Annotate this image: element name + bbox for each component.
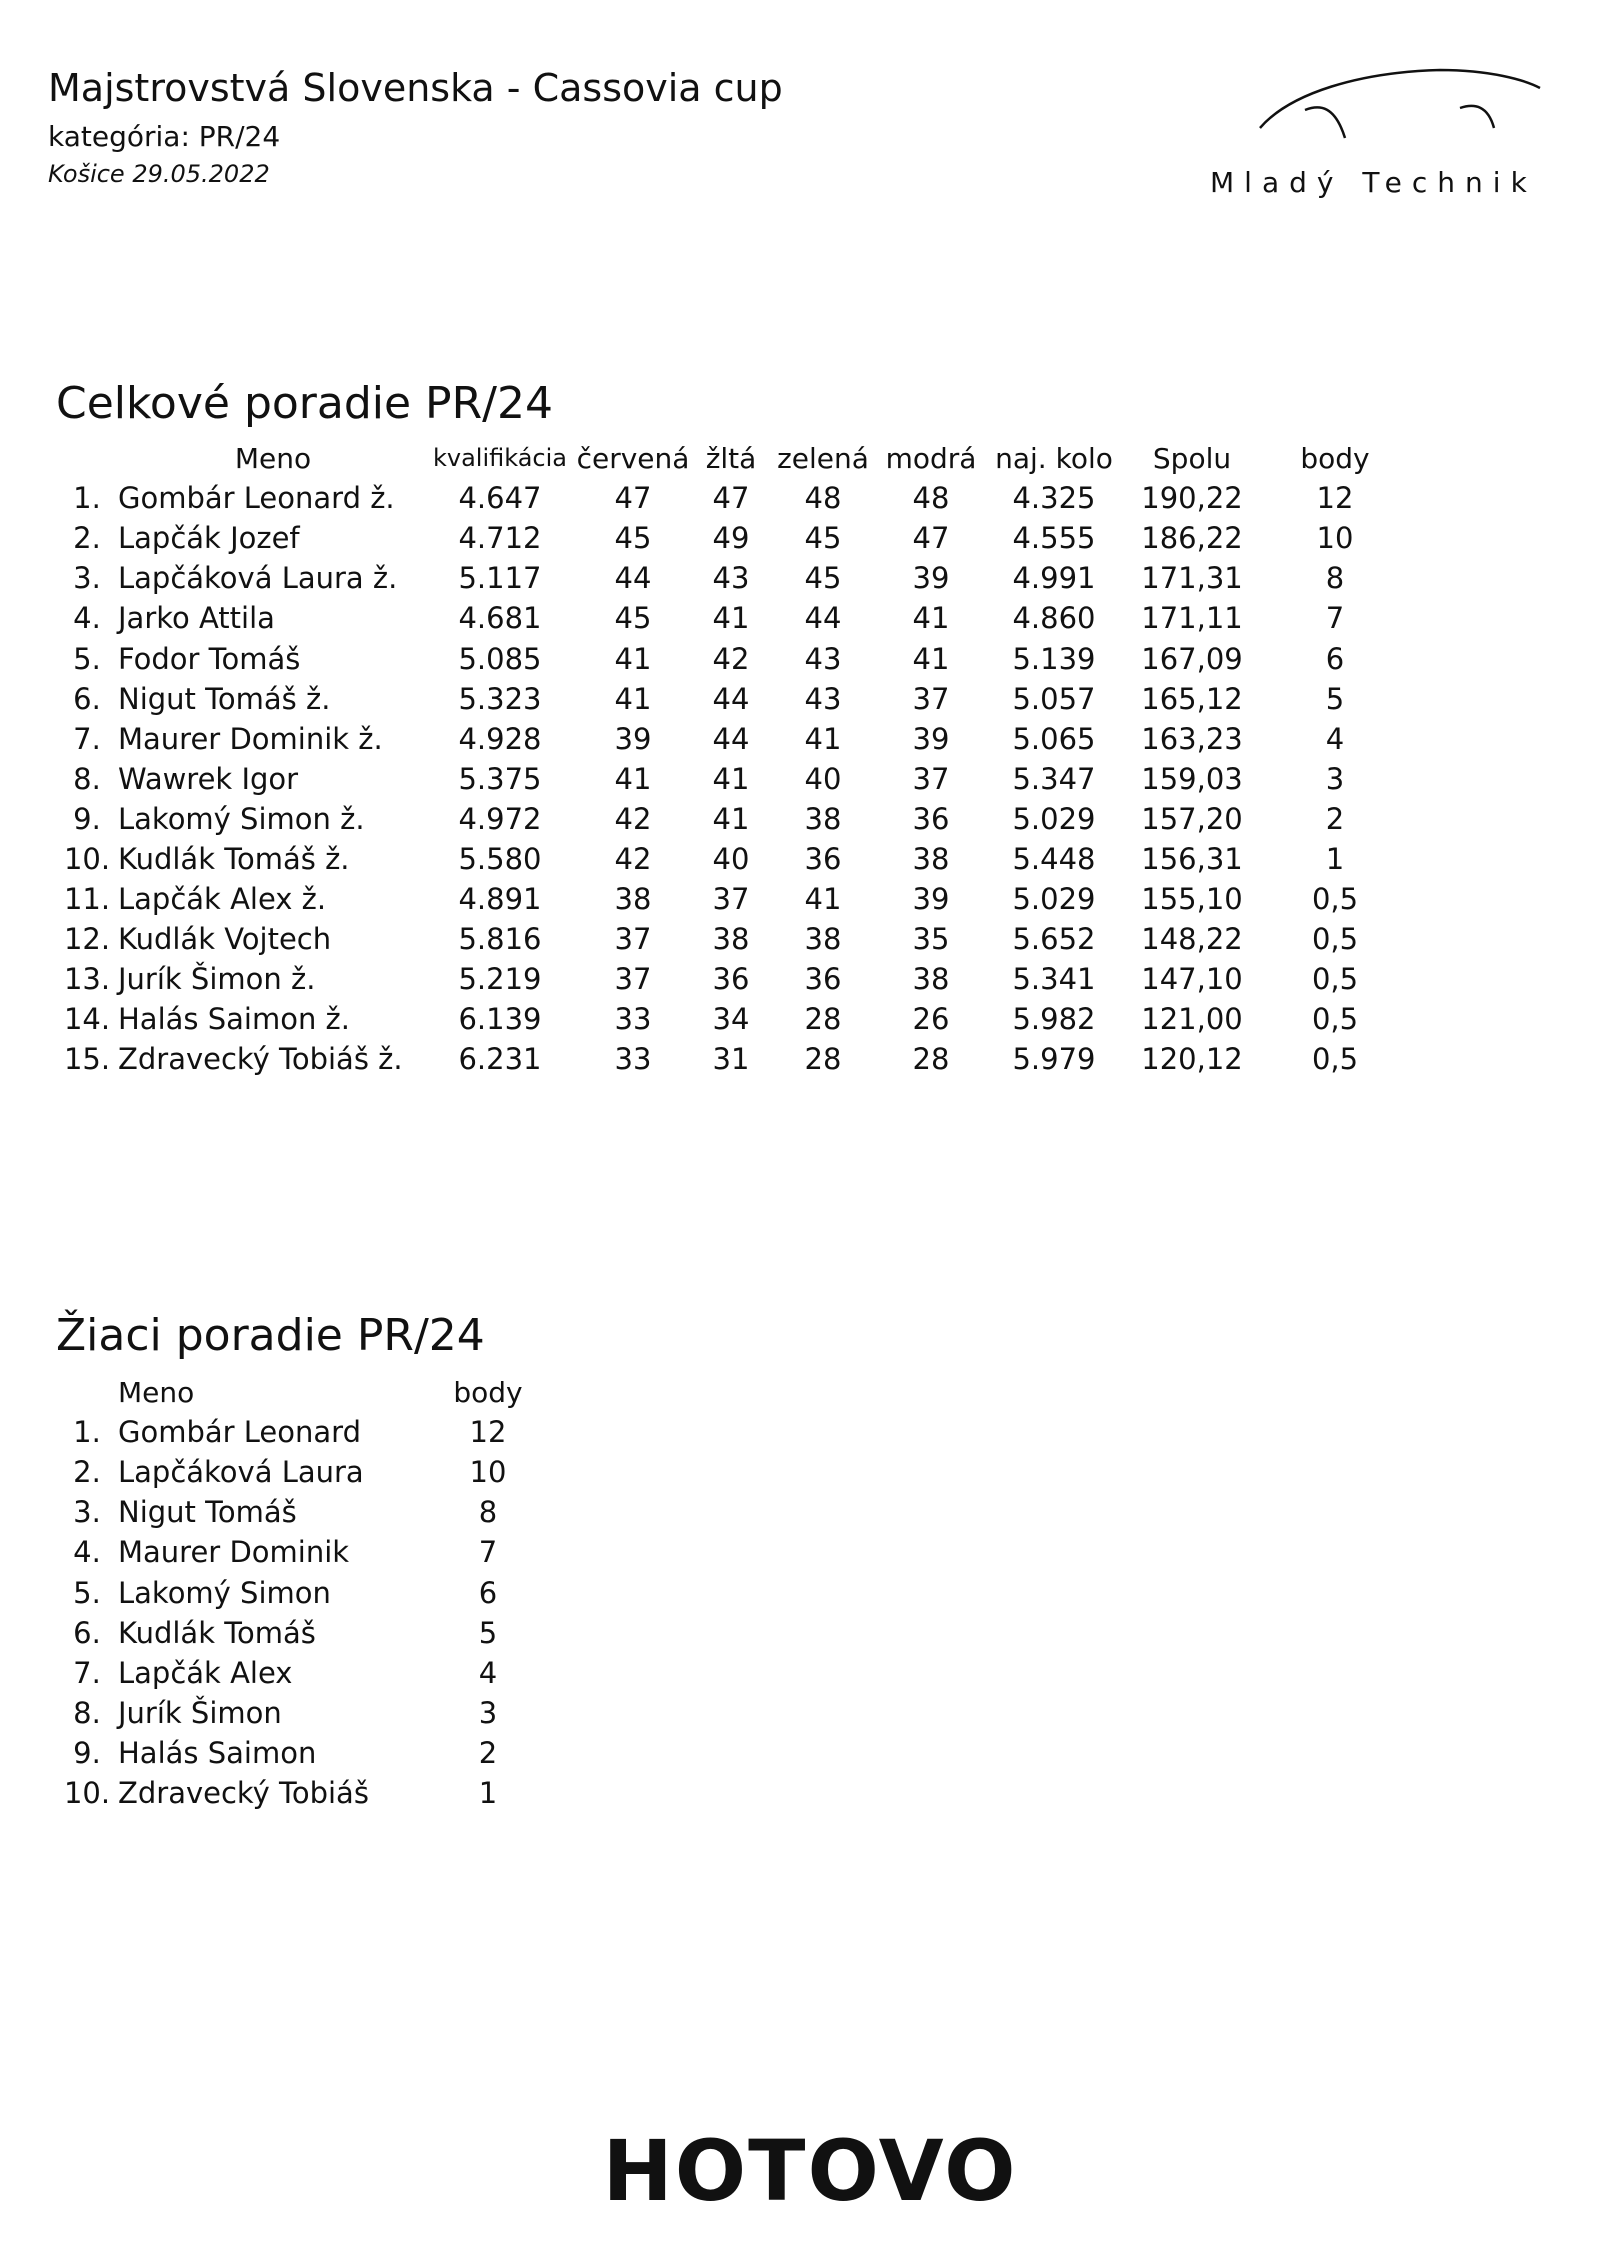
cell-red: 41: [614, 761, 652, 796]
cell-name: Lakomý Simon ž.: [118, 801, 365, 836]
cell-blue: 41: [912, 601, 950, 636]
cell-blue: 47: [912, 521, 950, 556]
cell-red: 45: [614, 521, 652, 556]
cell-red: 42: [614, 801, 652, 836]
table-row: [56, 638, 1410, 678]
cell-points: 0,5: [1311, 922, 1359, 957]
cell-total: 157,20: [1141, 801, 1243, 836]
mlady-technik-logo: [1190, 58, 1590, 208]
table-row: [56, 1773, 538, 1813]
cell-name: Kudlák Tomáš: [118, 1615, 316, 1650]
cell-best-lap: 5.448: [1012, 841, 1096, 876]
table-row: [56, 1492, 538, 1532]
cell-name: Fodor Tomáš: [118, 641, 301, 676]
cell-blue: 36: [912, 801, 950, 836]
col-rank-header: [56, 1372, 118, 1412]
cell-points: 3: [478, 1695, 498, 1730]
cell-total: 148,22: [1141, 922, 1243, 957]
cell-blue: 37: [912, 761, 950, 796]
cell-red: 44: [614, 561, 652, 596]
cell-best-lap: 4.325: [1012, 481, 1096, 516]
cell-green: 48: [804, 481, 842, 516]
cell-total: 156,31: [1141, 841, 1243, 876]
cell-rank: 2.: [73, 1455, 101, 1490]
col-total-header: Spolu: [1152, 441, 1232, 475]
col-name-header: Meno: [118, 1375, 195, 1409]
col-yellow-header: žltá: [705, 441, 757, 475]
hotovo-logo: [600, 2130, 1020, 2210]
cell-green: 36: [804, 962, 842, 997]
cell-green: 45: [804, 521, 842, 556]
table-row: [56, 518, 1410, 558]
table-row: [56, 1412, 538, 1452]
cell-rank: 2.: [73, 521, 101, 556]
hotovo-logo-text: HOTOVO: [602, 2130, 1018, 2210]
cell-red: 33: [614, 1002, 652, 1037]
col-qualification-header: kvalifikácia: [432, 444, 567, 473]
table-row: [56, 1452, 538, 1492]
cell-red: 41: [614, 641, 652, 676]
cell-yellow: 42: [712, 641, 750, 676]
cell-name: Lapčák Jozef: [118, 521, 300, 556]
cell-points: 4: [1325, 721, 1345, 756]
cell-points: 5: [478, 1615, 498, 1650]
cell-best-lap: 5.979: [1012, 1042, 1096, 1077]
car-outline-icon: [1250, 58, 1550, 158]
overall-section-title: Celkové poradie PR/24: [56, 378, 553, 429]
cell-points: 8: [478, 1495, 498, 1530]
cell-name: Nigut Tomáš: [118, 1495, 297, 1530]
cell-name: Gombár Leonard ž.: [118, 481, 395, 516]
cell-name: Zdravecký Tobiáš: [118, 1775, 369, 1810]
col-blue-header: modrá: [885, 441, 977, 475]
cell-red: 42: [614, 841, 652, 876]
cell-best-lap: 5.341: [1012, 962, 1096, 997]
cell-rank: 5.: [73, 1575, 101, 1610]
table-row: [56, 999, 1410, 1039]
table-row: [56, 1532, 538, 1572]
col-name-header: Meno: [234, 441, 312, 475]
cell-yellow: 41: [712, 801, 750, 836]
cell-rank: 3.: [73, 561, 101, 596]
pupils-section-title: Žiaci poradie PR/24: [56, 1310, 485, 1361]
cell-qualification: 6.231: [458, 1042, 542, 1077]
cell-rank: 11.: [63, 882, 111, 917]
cell-name: Halás Saimon: [118, 1735, 317, 1770]
cell-total: 186,22: [1141, 521, 1243, 556]
cell-red: 41: [614, 681, 652, 716]
cell-points: 10: [469, 1455, 507, 1490]
cell-points: 0,5: [1311, 1002, 1359, 1037]
col-rank-header: [56, 438, 118, 478]
cell-blue: 28: [912, 1042, 950, 1077]
table-row: [56, 719, 1410, 759]
cell-rank: 7.: [73, 721, 101, 756]
cell-name: Lapčáková Laura ž.: [118, 561, 398, 596]
cell-rank: 4.: [73, 601, 101, 636]
cell-points: 0,5: [1311, 962, 1359, 997]
cell-yellow: 40: [712, 841, 750, 876]
cell-blue: 48: [912, 481, 950, 516]
cell-rank: 6.: [73, 1615, 101, 1650]
cell-qualification: 5.219: [458, 962, 542, 997]
cell-yellow: 31: [712, 1042, 750, 1077]
cell-points: 6: [478, 1575, 498, 1610]
cell-name: Jurík Šimon ž.: [118, 962, 316, 997]
table-row: [56, 679, 1410, 719]
cell-red: 45: [614, 601, 652, 636]
cell-yellow: 43: [712, 561, 750, 596]
cell-green: 41: [804, 721, 842, 756]
cell-rank: 3.: [73, 1495, 101, 1530]
table-row: [56, 879, 1410, 919]
place-date: Košice 29.05.2022: [48, 160, 270, 188]
cell-rank: 5.: [73, 641, 101, 676]
cell-name: Gombár Leonard: [118, 1415, 361, 1450]
cell-points: 7: [1325, 601, 1345, 636]
cell-best-lap: 4.860: [1012, 601, 1096, 636]
table-row: [56, 598, 1410, 638]
cell-name: Lakomý Simon: [118, 1575, 331, 1610]
cell-red: 39: [614, 721, 652, 756]
cell-best-lap: 4.991: [1012, 561, 1096, 596]
cell-total: 163,23: [1141, 721, 1243, 756]
cell-red: 37: [614, 922, 652, 957]
cell-points: 0,5: [1311, 1042, 1359, 1077]
cell-qualification: 4.928: [458, 721, 542, 756]
cell-qualification: 5.117: [458, 561, 542, 596]
cell-points: 3: [1325, 761, 1345, 796]
cell-points: 0,5: [1311, 882, 1359, 917]
cell-total: 155,10: [1141, 882, 1243, 917]
cell-qualification: 4.647: [458, 481, 542, 516]
cell-points: 8: [1325, 561, 1345, 596]
table-row: [56, 1039, 1410, 1079]
cell-total: 171,31: [1141, 561, 1243, 596]
cell-blue: 38: [912, 962, 950, 997]
table-row: [56, 558, 1410, 598]
cell-name: Lapčák Alex ž.: [118, 882, 327, 917]
cell-green: 38: [804, 801, 842, 836]
cell-blue: 38: [912, 841, 950, 876]
cell-qualification: 5.085: [458, 641, 542, 676]
cell-best-lap: 5.029: [1012, 801, 1096, 836]
cell-qualification: 6.139: [458, 1002, 542, 1037]
cell-name: Nigut Tomáš ž.: [118, 681, 331, 716]
col-points-header: body: [1300, 441, 1370, 475]
cell-rank: 6.: [73, 681, 101, 716]
category-label: kategória: PR/24: [48, 120, 281, 153]
table-row: [56, 478, 1410, 518]
cell-rank: 13.: [63, 962, 111, 997]
cell-yellow: 41: [712, 601, 750, 636]
cell-rank: 9.: [73, 801, 101, 836]
cell-blue: 39: [912, 561, 950, 596]
cell-yellow: 34: [712, 1002, 750, 1037]
cell-best-lap: 5.982: [1012, 1002, 1096, 1037]
document-title: Majstrovstvá Slovenska - Cassovia cup: [48, 66, 783, 110]
cell-green: 28: [804, 1002, 842, 1037]
cell-green: 43: [804, 641, 842, 676]
logo-text: Mladý Technik: [1210, 166, 1537, 199]
cell-rank: 14.: [63, 1002, 111, 1037]
cell-green: 40: [804, 761, 842, 796]
table-header-row: [56, 438, 1410, 478]
cell-points: 2: [1325, 801, 1345, 836]
cell-rank: 9.: [73, 1735, 101, 1770]
cell-points: 1: [478, 1775, 498, 1810]
cell-points: 4: [478, 1655, 498, 1690]
cell-name: Wawrek Igor: [118, 761, 299, 796]
table-header-row: [56, 1372, 538, 1412]
cell-points: 12: [1316, 481, 1354, 516]
pupils-results-table: [56, 1372, 538, 1813]
cell-rank: 7.: [73, 1655, 101, 1690]
cell-name: Jarko Attila: [118, 601, 275, 636]
cell-blue: 41: [912, 641, 950, 676]
cell-qualification: 5.375: [458, 761, 542, 796]
cell-qualification: 4.972: [458, 801, 542, 836]
cell-blue: 39: [912, 882, 950, 917]
cell-points: 6: [1325, 641, 1345, 676]
cell-name: Zdravecký Tobiáš ž.: [118, 1042, 403, 1077]
cell-total: 190,22: [1141, 481, 1243, 516]
cell-points: 2: [478, 1735, 498, 1770]
cell-best-lap: 5.029: [1012, 882, 1096, 917]
cell-total: 159,03: [1141, 761, 1243, 796]
cell-best-lap: 5.057: [1012, 681, 1096, 716]
cell-green: 44: [804, 601, 842, 636]
cell-yellow: 47: [712, 481, 750, 516]
cell-name: Maurer Dominik: [118, 1535, 350, 1570]
cell-yellow: 36: [712, 962, 750, 997]
cell-total: 147,10: [1141, 962, 1243, 997]
cell-yellow: 44: [712, 681, 750, 716]
table-row: [56, 919, 1410, 959]
cell-yellow: 44: [712, 721, 750, 756]
cell-green: 45: [804, 561, 842, 596]
cell-qualification: 4.681: [458, 601, 542, 636]
cell-rank: 1.: [73, 481, 101, 516]
cell-name: Jurík Šimon: [118, 1695, 282, 1730]
col-points-header: body: [453, 1375, 523, 1409]
cell-rank: 1.: [73, 1415, 101, 1450]
table-row: [56, 839, 1410, 879]
cell-rank: 12.: [63, 922, 111, 957]
cell-name: Lapčáková Laura: [118, 1455, 364, 1490]
cell-red: 33: [614, 1042, 652, 1077]
cell-rank: 4.: [73, 1535, 101, 1570]
cell-yellow: 49: [712, 521, 750, 556]
cell-green: 36: [804, 841, 842, 876]
cell-points: 5: [1325, 681, 1345, 716]
cell-name: Kudlák Vojtech: [118, 922, 332, 957]
table-row: [56, 1572, 538, 1612]
cell-qualification: 5.323: [458, 681, 542, 716]
cell-best-lap: 5.139: [1012, 641, 1096, 676]
cell-points: 10: [1316, 521, 1354, 556]
table-row: [56, 799, 1410, 839]
cell-rank: 8.: [73, 761, 101, 796]
cell-green: 43: [804, 681, 842, 716]
cell-points: 12: [469, 1415, 507, 1450]
cell-best-lap: 5.065: [1012, 721, 1096, 756]
cell-rank: 10.: [63, 1775, 111, 1810]
cell-blue: 37: [912, 681, 950, 716]
col-red-header: červená: [576, 441, 690, 475]
cell-name: Kudlák Tomáš ž.: [118, 841, 350, 876]
cell-qualification: 5.816: [458, 922, 542, 957]
cell-rank: 10.: [63, 841, 111, 876]
table-row: [56, 1613, 538, 1653]
cell-total: 171,11: [1141, 601, 1243, 636]
table-row: [56, 1653, 538, 1693]
cell-rank: 15.: [63, 1042, 111, 1077]
cell-best-lap: 5.347: [1012, 761, 1096, 796]
cell-best-lap: 5.652: [1012, 922, 1096, 957]
cell-total: 165,12: [1141, 681, 1243, 716]
cell-blue: 39: [912, 721, 950, 756]
col-green-header: zelená: [777, 441, 869, 475]
cell-name: Lapčák Alex: [118, 1655, 293, 1690]
cell-green: 28: [804, 1042, 842, 1077]
cell-yellow: 41: [712, 761, 750, 796]
cell-yellow: 37: [712, 882, 750, 917]
cell-qualification: 4.712: [458, 521, 542, 556]
cell-blue: 35: [912, 922, 950, 957]
cell-total: 120,12: [1141, 1042, 1243, 1077]
table-row: [56, 1733, 538, 1773]
cell-name: Halás Saimon ž.: [118, 1002, 350, 1037]
cell-total: 121,00: [1141, 1002, 1243, 1037]
cell-green: 41: [804, 882, 842, 917]
cell-name: Maurer Dominik ž.: [118, 721, 383, 756]
table-row: [56, 1693, 538, 1733]
cell-total: 167,09: [1141, 641, 1243, 676]
table-row: [56, 759, 1410, 799]
cell-points: 7: [478, 1535, 498, 1570]
cell-qualification: 5.580: [458, 841, 542, 876]
cell-red: 38: [614, 882, 652, 917]
cell-blue: 26: [912, 1002, 950, 1037]
cell-points: 1: [1325, 841, 1345, 876]
cell-best-lap: 4.555: [1012, 521, 1096, 556]
cell-rank: 8.: [73, 1695, 101, 1730]
cell-green: 38: [804, 922, 842, 957]
cell-yellow: 38: [712, 922, 750, 957]
cell-qualification: 4.891: [458, 882, 542, 917]
cell-red: 37: [614, 962, 652, 997]
overall-results-table: [56, 438, 1410, 1080]
cell-red: 47: [614, 481, 652, 516]
table-row: [56, 959, 1410, 999]
col-best-lap-header: naj. kolo: [995, 441, 1113, 475]
